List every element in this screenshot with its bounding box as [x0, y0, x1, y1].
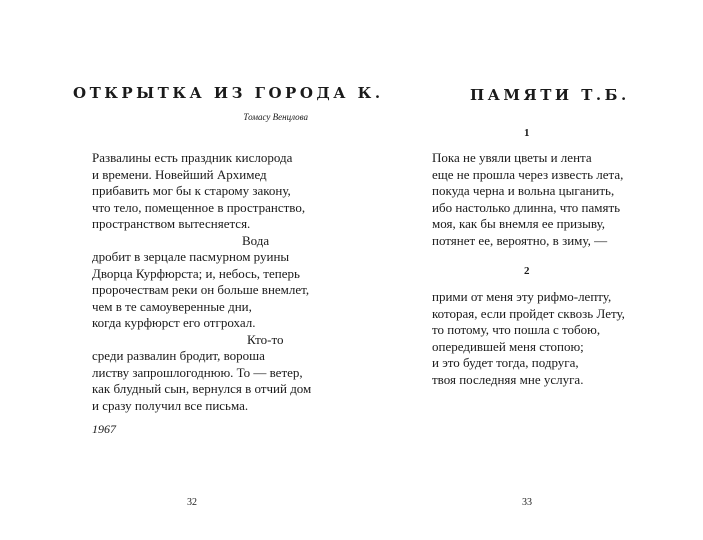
verse-line: как блудный сын, вернулся в отчий дом [92, 381, 312, 396]
poem-title: ПАМЯТИ Т.Б. [470, 86, 630, 104]
verse-line: листву запрошлогоднюю. То — ветер, [92, 364, 303, 380]
verse-line: еще не прошла через известь лета, [432, 166, 624, 182]
verse-line: Пока не увяли цветы и лента [432, 150, 592, 165]
section-text [432, 150, 623, 249]
verse-line: которая, если пройдет сквозь Лету, [432, 305, 625, 321]
verse-line: пророчествам реки он больше внемлет, [92, 282, 310, 297]
verse-line: Кто-то [247, 331, 284, 347]
poem-title: ОТКРЫТКА ИЗ ГОРОДА К. [73, 84, 384, 102]
verse-line: пространством вытесняется. [92, 216, 251, 231]
verse-line: дробит в зерцале пасмурном руины [92, 249, 290, 264]
section-number: 1 [524, 127, 530, 139]
page-number: 33 [522, 497, 532, 508]
verse-line: прими от меня эту рифмо-лепту, [432, 289, 612, 304]
verse-line: и сразу получил все письма. [92, 397, 249, 413]
verse-line: моя, как бы внемля ее призыву, [432, 216, 606, 231]
verse-line: опередившей меня стопою; [432, 338, 584, 354]
page-number: 32 [187, 497, 197, 508]
verse-line: что тело, помещенное в пространство, [92, 199, 306, 215]
verse-line: то потому, что пошла с тобою, [432, 322, 601, 337]
verse-line: среди развалин бродит, вороша [92, 348, 265, 363]
poem-date: 1967 [92, 422, 116, 436]
right-page [352, 0, 703, 540]
verse-line: чем в те самоуверенные дни, [92, 298, 252, 314]
verse-line: и времени. Новейший Архимед [92, 166, 267, 182]
section-text [432, 289, 625, 388]
verse-line: и это будет тогда, подруга, [432, 355, 579, 370]
poem-text [92, 150, 311, 414]
verse-line: Вода [242, 232, 270, 248]
dedication: Томасу Венцлова [243, 112, 308, 122]
verse-line: покуда черна и вольна цыганить, [432, 183, 615, 198]
verse-line: прибавить мог бы к старому закону, [92, 183, 291, 198]
verse-line: когда курфюрст его отгрохал. [92, 315, 256, 330]
section-number: 2 [524, 265, 530, 277]
verse-line: Развалины есть праздник кислорода [92, 150, 293, 165]
verse-line: Дворца Курфюрста; и, небось, теперь [92, 265, 300, 281]
verse-line: ибо настолько длинна, что память [432, 199, 621, 215]
verse-line: твоя последняя мне услуга. [432, 371, 584, 387]
verse-line: потянет ее, вероятно, в зиму, — [432, 232, 608, 248]
